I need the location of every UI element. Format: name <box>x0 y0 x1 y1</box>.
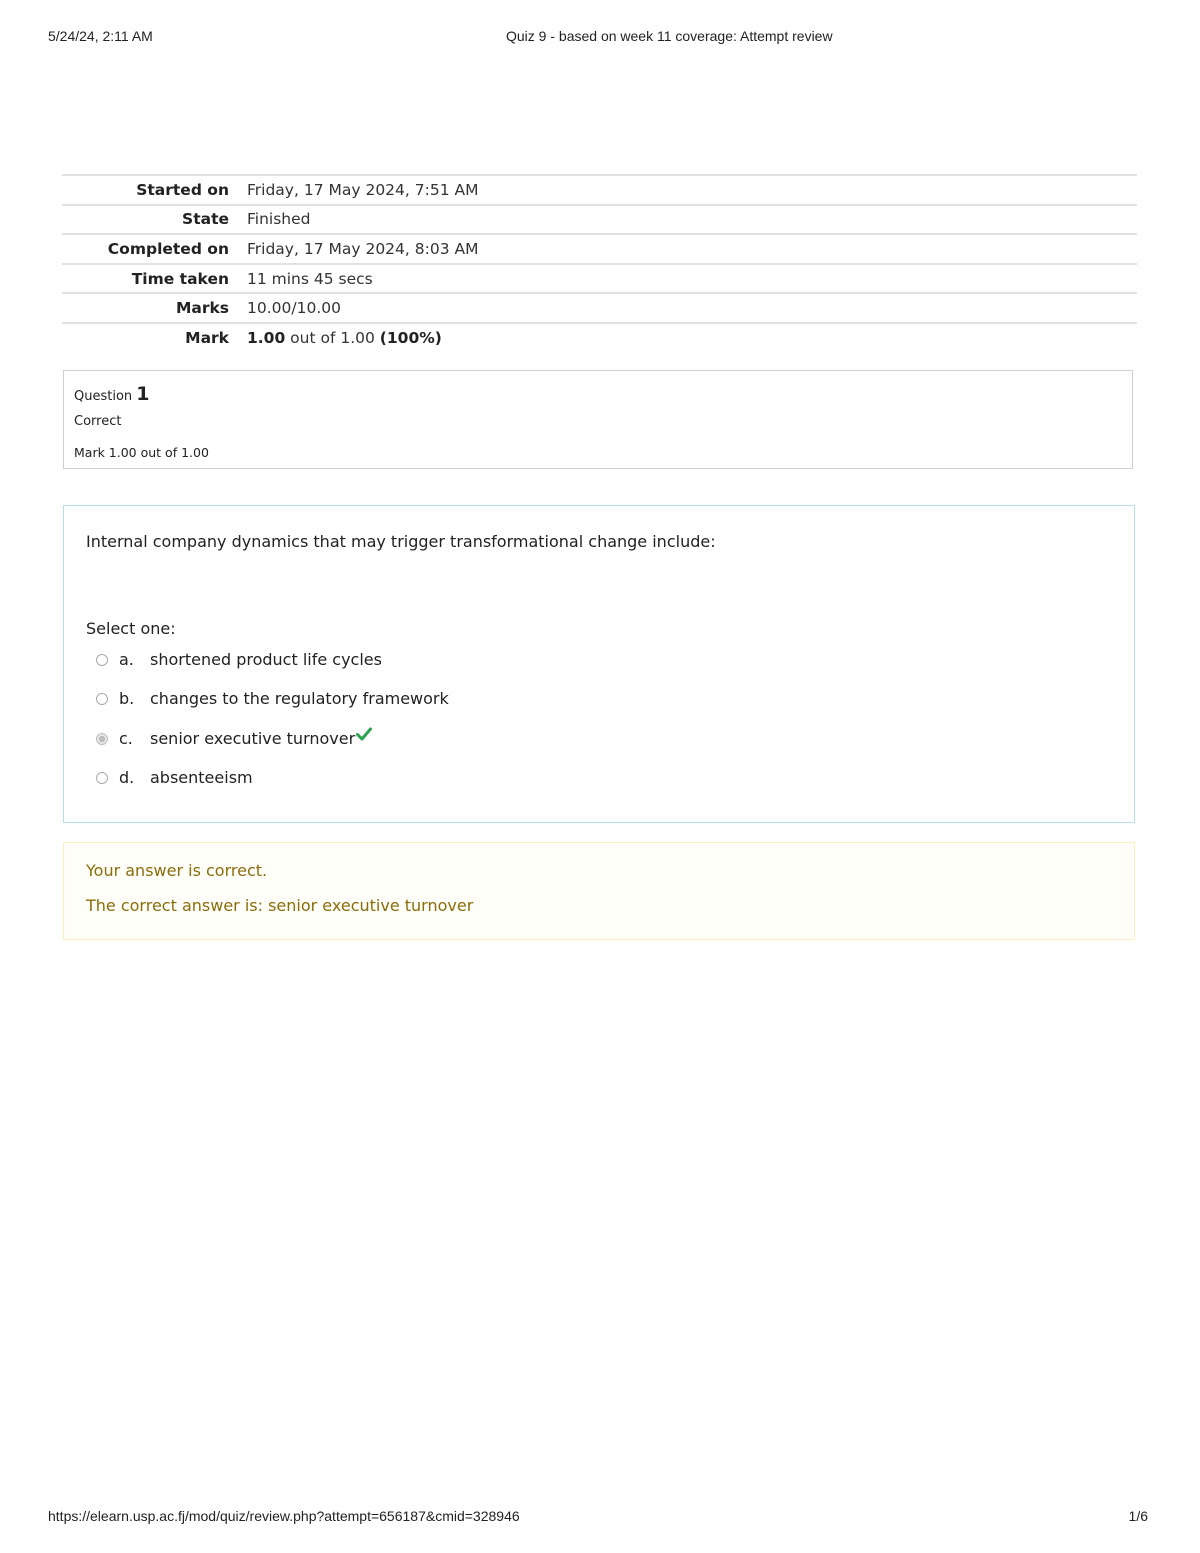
summary-row-started-on <box>62 175 1137 205</box>
feedback-correct-answer: The correct answer is: senior executive turnover <box>86 896 474 915</box>
print-page-number: 1/6 <box>1128 1508 1148 1524</box>
started-on-label: Started on <box>62 175 247 205</box>
question-grade: Mark 1.00 out of 1.00 <box>74 445 209 460</box>
option-text: shortened product life cycles <box>150 650 382 669</box>
print-page-title: Quiz 9 - based on week 11 coverage: Attempt review <box>506 28 833 44</box>
feedback-box <box>63 842 1135 940</box>
question-prefix: Question <box>74 389 137 404</box>
option-letter: d. <box>119 768 135 787</box>
mark-label: Mark <box>62 323 247 352</box>
question-state: Correct <box>74 414 122 429</box>
state-value: Finished <box>247 205 1137 235</box>
print-date: 5/24/24, 2:11 AM <box>48 28 153 44</box>
marks-value: 10.00/10.00 <box>247 293 1137 323</box>
mark-score: 1.00 <box>247 328 286 347</box>
question-text: Internal company dynamics that may trigger transformational change include: <box>86 532 716 551</box>
summary-row-state <box>62 205 1137 235</box>
option-text: senior executive turnover <box>150 729 356 748</box>
time-taken-label: Time taken <box>62 264 247 294</box>
radio-option-a[interactable] <box>96 654 108 666</box>
mark-percent: (100%) <box>379 328 442 347</box>
attempt-summary-table <box>62 174 1137 352</box>
print-header <box>48 28 1148 48</box>
question-formulation <box>63 505 1135 823</box>
marks-label: Marks <box>62 293 247 323</box>
summary-row-mark <box>62 323 1137 352</box>
option-letter: c. <box>119 729 133 748</box>
option-text: changes to the regulatory framework <box>150 689 449 708</box>
question-number-value: 1 <box>136 383 150 405</box>
option-text-wrap <box>150 729 372 748</box>
mark-value <box>247 323 1137 352</box>
question-number <box>74 383 150 405</box>
option-letter: b. <box>119 689 135 708</box>
summary-row-completed-on <box>62 234 1137 264</box>
correct-check-icon <box>356 726 372 745</box>
option-letter: a. <box>119 650 134 669</box>
time-taken-value: 11 mins 45 secs <box>247 264 1137 294</box>
option-text: absenteeism <box>150 768 253 787</box>
completed-on-label: Completed on <box>62 234 247 264</box>
radio-option-c-selected[interactable] <box>96 733 108 745</box>
feedback-correct-message: Your answer is correct. <box>86 861 268 880</box>
state-label: State <box>62 205 247 235</box>
mark-out-of: out of 1.00 <box>285 328 380 347</box>
completed-on-value: Friday, 17 May 2024, 8:03 AM <box>247 234 1137 264</box>
radio-option-d[interactable] <box>96 772 108 784</box>
summary-row-marks <box>62 293 1137 323</box>
print-url: https://elearn.usp.ac.fj/mod/quiz/review.php?attempt=656187&cmid=328946 <box>48 1508 520 1524</box>
select-one-prompt: Select one: <box>86 619 176 638</box>
question-info-box <box>63 370 1133 469</box>
summary-row-time-taken <box>62 264 1137 294</box>
started-on-value: Friday, 17 May 2024, 7:51 AM <box>247 175 1137 205</box>
radio-option-b[interactable] <box>96 693 108 705</box>
